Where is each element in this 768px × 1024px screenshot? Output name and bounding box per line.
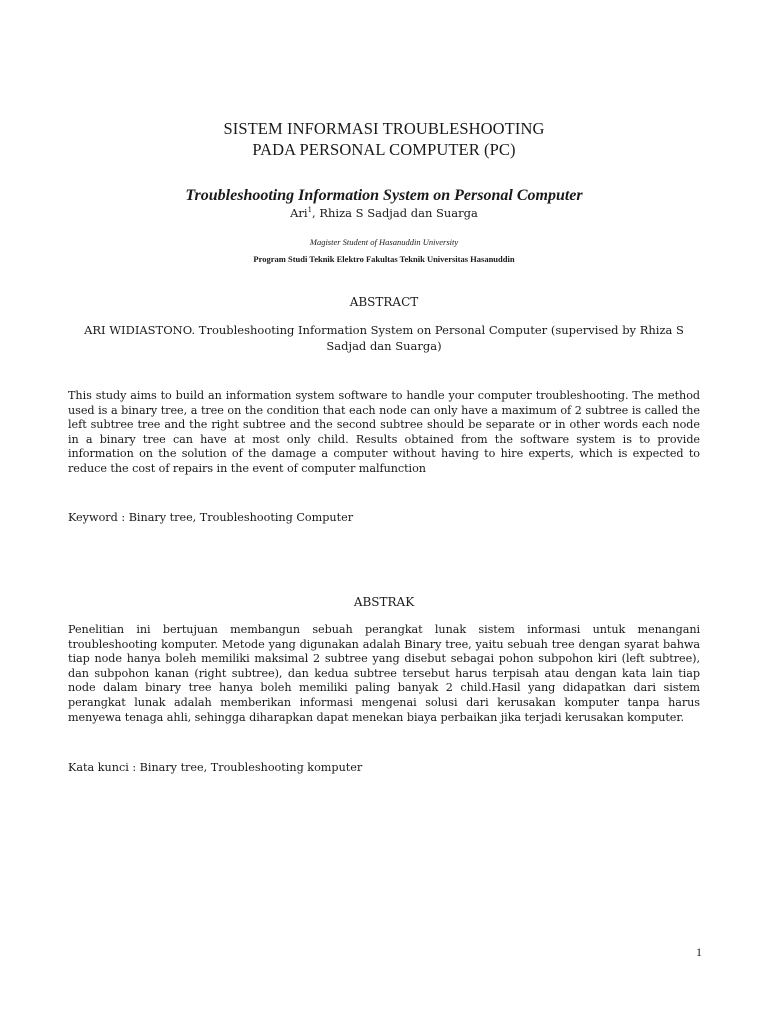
author-line: [0, 205, 768, 221]
first-author: Ari: [290, 206, 308, 220]
abstrak-heading: ABSTRAK: [353, 595, 415, 609]
indonesian-keywords: Kata kunci : Binary tree, Troubleshooting komputer: [68, 761, 363, 774]
paper-english-title: Troubleshooting Information System on Personal Computer: [185, 187, 583, 204]
abstrak-body: Penelitian ini bertujuan membangun sebuah perangkat lunak sistem informasi untuk menangani troubleshooting komputer. Metode yang digunakan adalah Binary tree, yaitu sebuah tree dengan syarat bahwa tiap node hanya boleh memiliki maksimal 2 subtree yang disebut sebagai pohon subpohon kiri (left subtree), dan subpohon kanan (right subtree), dan kedua subtree tersebut harus terpisah atau dengan kata lain tiap node dalam binary tree hanya boleh memiliki paling banyak 2 child.Hasil yang didapatkan dari sistem perangkat lunak adalah memberikan informasi mengenai solusi dari kerusakan komputer tanpa harus menyewa tenaga ahli, sehingga diharapkan dapat menekan biaya perbaikan jika terjadi kerusakan komputer.: [68, 623, 700, 724]
abstract-citation: ARI WIDIASTONO. Troubleshooting Information System on Personal Computer (supervised by Rhiza S Sadjad dan Suarga): [84, 323, 684, 353]
paper-title-line-2: PADA PERSONAL COMPUTER (PC): [252, 140, 516, 159]
study-program: Program Studi Teknik Elektro Fakultas Teknik Universitas Hasanuddin: [253, 254, 515, 264]
page-number: 1: [696, 945, 702, 959]
abstract-heading: ABSTRACT: [349, 295, 419, 309]
author-footnote-marker: 1: [307, 206, 313, 214]
english-keywords: Keyword : Binary tree, Troubleshooting Computer: [68, 511, 354, 524]
paper-title-line-1: SISTEM INFORMASI TROUBLESHOOTING: [223, 119, 545, 138]
abstract-body: This study aims to build an information system software to handle your computer troubleshooting. The method used is a binary tree, a tree on the condition that each node can only have a maximum of 2 subtree is called the left subtree tree and the right subtree and the second subtree should be separate or in other words each node in a binary tree can have at most only child. Results obtained from the software system is to provide information on the solution of the damage a computer without having to hire experts, which is expected to reduce the cost of repairs in the event of computer malfunction: [68, 389, 700, 475]
co-authors: , Rhiza S Sadjad dan Suarga: [312, 206, 478, 220]
author-affiliation: Magister Student of Hasanuddin University: [309, 237, 459, 247]
